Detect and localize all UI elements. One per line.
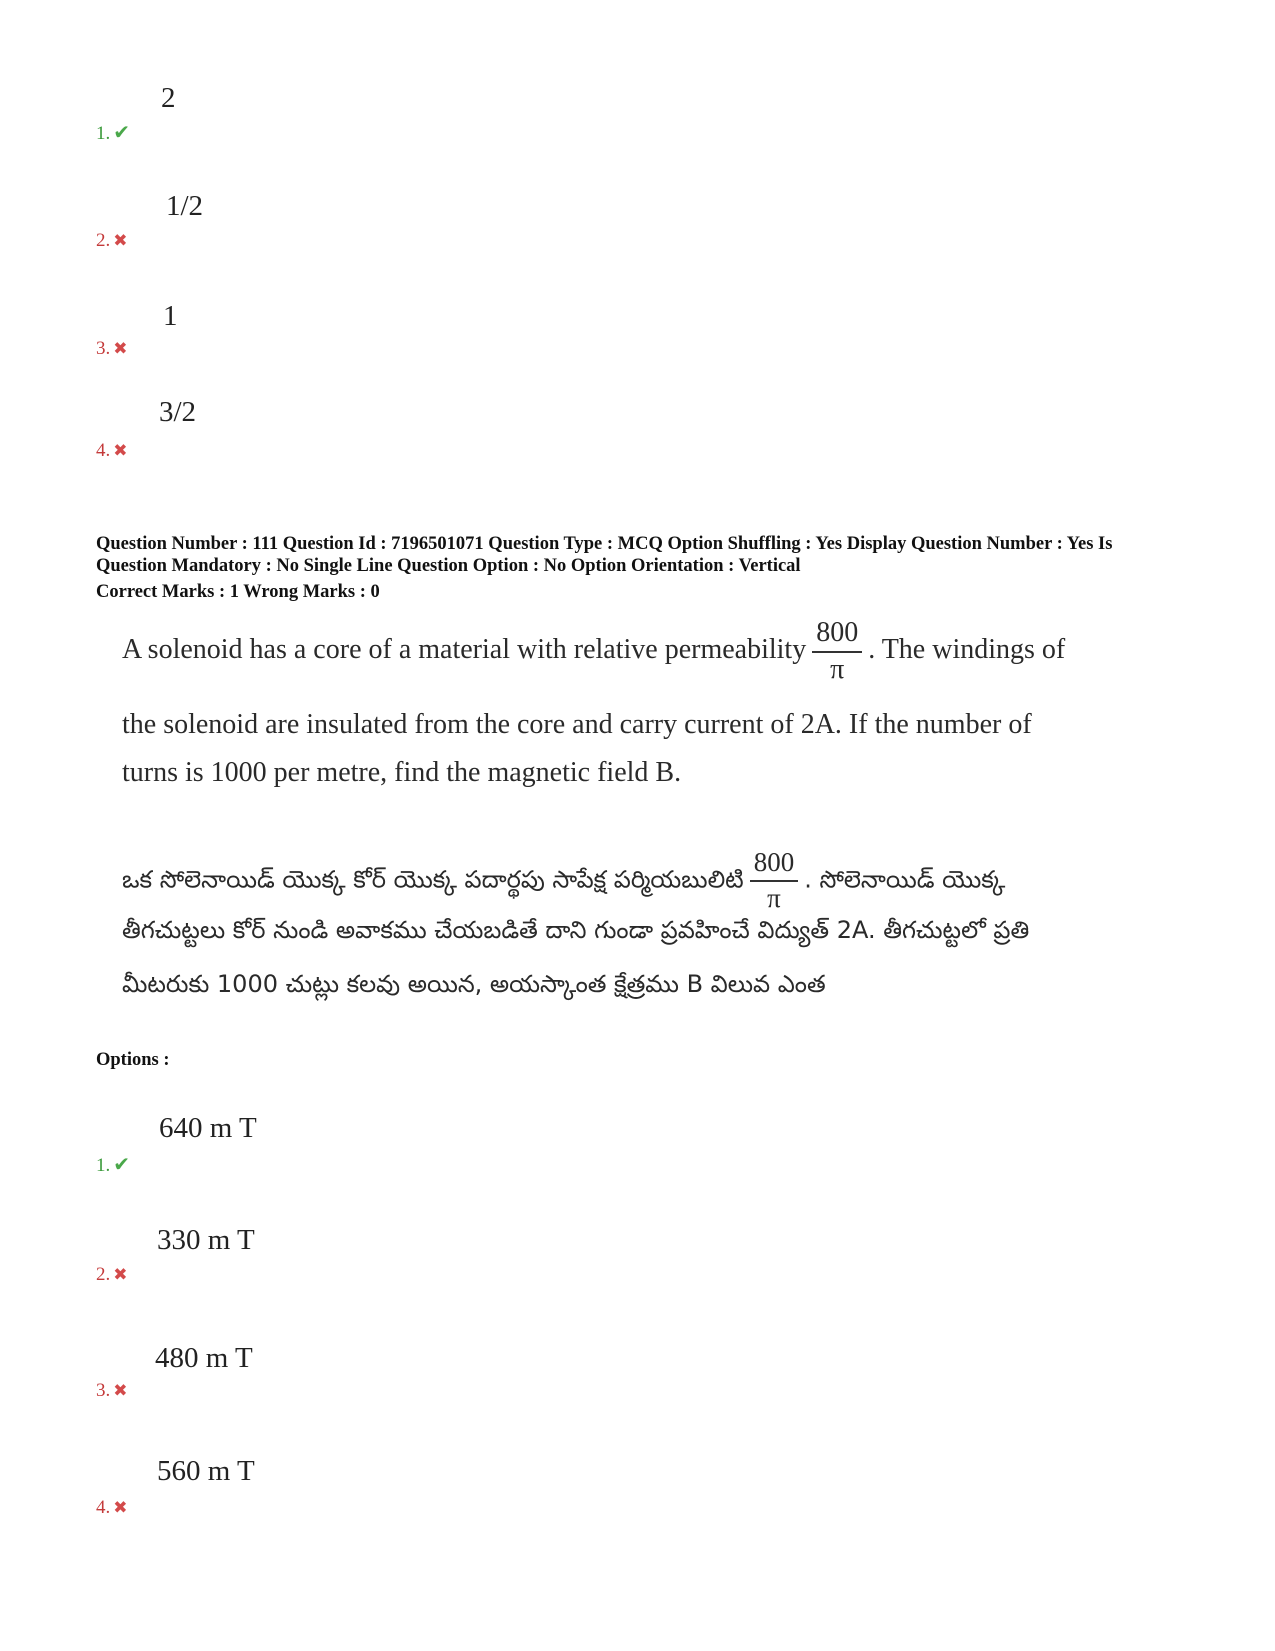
cross-icon: ✖ xyxy=(113,231,128,250)
question-meta xyxy=(96,533,1206,603)
question-text: A solenoid has a core of a material with relative permeability xyxy=(122,634,807,666)
option-number: 2. ✖ xyxy=(96,230,128,251)
option-number: 4. ✖ xyxy=(96,440,128,461)
cross-icon: ✖ xyxy=(113,1265,128,1284)
option-value: 330 m T xyxy=(157,1224,255,1256)
fraction-numerator: 800 xyxy=(750,848,799,882)
option-value: 3/2 xyxy=(159,396,197,428)
cross-icon: ✖ xyxy=(113,1381,128,1400)
prev-option-2 xyxy=(0,190,1275,280)
option-value: 480 m T xyxy=(155,1342,253,1374)
question-line-1 xyxy=(122,618,1065,686)
meta-line-1: Question Number : 111 Question Id : 7196501071 Question Type : MCQ Option Shuffling : Yes Display Question Number : Yes Is xyxy=(96,534,1113,554)
option-number: 1. ✔ xyxy=(96,1154,131,1176)
cross-icon: ✖ xyxy=(113,339,128,358)
fraction-numerator: 800 xyxy=(812,618,862,653)
option-3 xyxy=(0,1342,1275,1432)
option-2 xyxy=(0,1224,1275,1314)
option-number: 4. ✖ xyxy=(96,1497,128,1518)
fraction xyxy=(812,618,862,686)
question-text: ఒక సోలెనాయిడ్ యొక్క కోర్ యొక్క పదార్థపు సాపేక్ష పర్మియబులిటి xyxy=(122,865,744,894)
option-1 xyxy=(0,1112,1275,1202)
meta-line-2: Question Mandatory : No Single Line Question Option : No Option Orientation : Vertical xyxy=(96,556,801,576)
question-text: . The windings of xyxy=(868,634,1066,666)
prev-option-1 xyxy=(0,82,1275,172)
fraction-denominator: π xyxy=(767,882,781,913)
option-number: 1. ✔ xyxy=(96,122,131,144)
option-value: 1/2 xyxy=(166,190,204,222)
option-value: 2 xyxy=(161,82,176,114)
option-value: 1 xyxy=(163,300,178,332)
cross-icon: ✖ xyxy=(113,441,128,460)
check-icon: ✔ xyxy=(113,122,131,144)
options-label: Options : xyxy=(96,1050,170,1070)
option-number: 3. ✖ xyxy=(96,338,128,359)
marks-line: Correct Marks : 1 Wrong Marks : 0 xyxy=(96,582,380,602)
prev-option-4 xyxy=(0,396,1275,486)
option-4 xyxy=(0,1455,1275,1545)
option-value: 640 m T xyxy=(159,1112,257,1144)
question-line-3: turns is 1000 per metre, find the magnetic field B. xyxy=(122,757,682,788)
cross-icon: ✖ xyxy=(113,1498,128,1517)
check-icon: ✔ xyxy=(113,1154,131,1176)
option-value: 560 m T xyxy=(157,1455,255,1487)
telugu-line-3: మీటరుకు 1000 చుట్లు కలవు అయిన, అయస్కాంత క్షేత్రము B విలువ ఎంత xyxy=(122,970,826,998)
option-number: 3. ✖ xyxy=(96,1380,128,1401)
option-number: 2. ✖ xyxy=(96,1264,128,1285)
prev-option-3 xyxy=(0,300,1275,390)
telugu-line-1 xyxy=(122,848,1005,913)
telugu-line-2: తీగచుట్టలు కోర్ నుండి అవాకము చేయబడితే దాని గుండా ప్రవహించే విద్యుత్ 2A. తీగచుట్టలో ప్రతి xyxy=(122,916,1030,944)
question-line-2: the solenoid are insulated from the core and carry current of 2A. If the number of xyxy=(122,709,1032,740)
fraction-denominator: π xyxy=(830,653,845,685)
fraction xyxy=(750,848,799,913)
question-text: . సోలెనాయిడ్ యొక్క xyxy=(804,865,1006,894)
